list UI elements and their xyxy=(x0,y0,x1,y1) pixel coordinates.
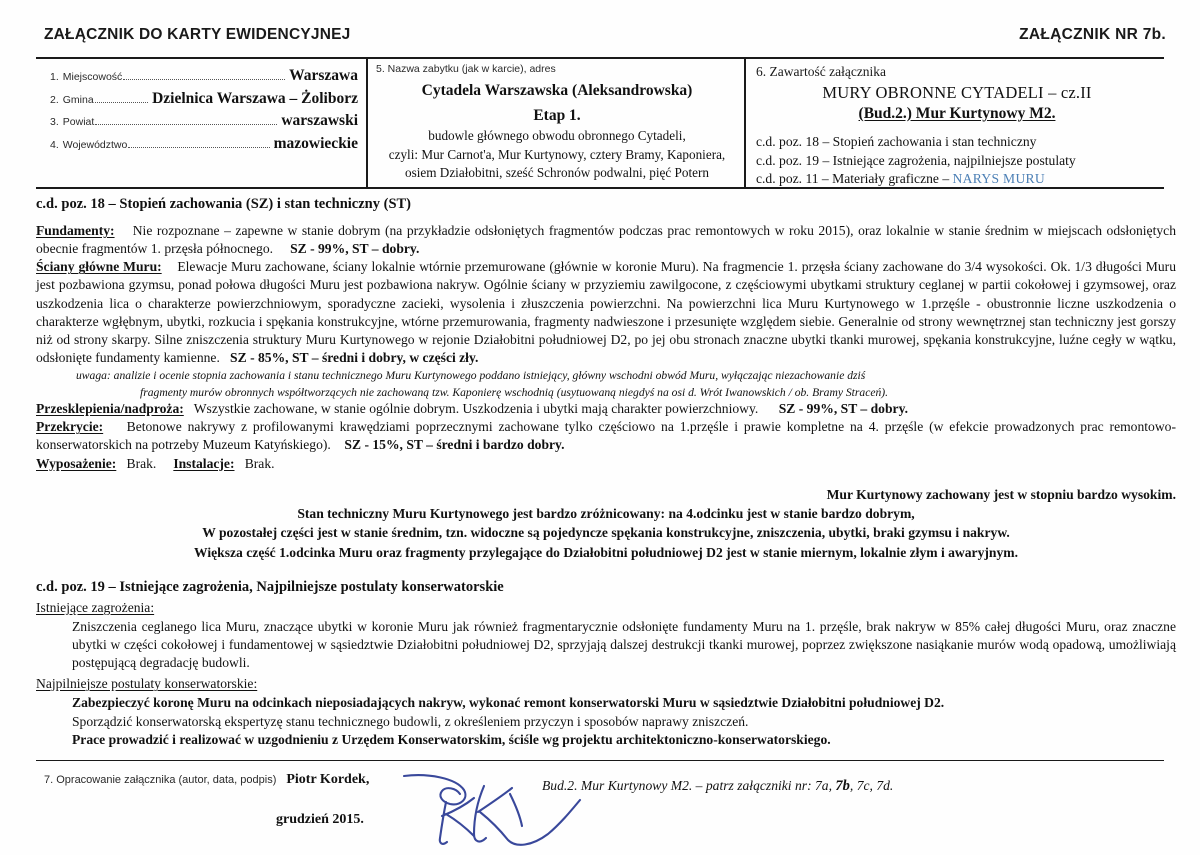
footer-author: Piotr Kordek, xyxy=(286,772,370,787)
summary-line-4: Większa część 1.odcinka Muru oraz fragmenty przylegające do Działobitni południowej D2 jest w stanie miernym, lokalnie złym i awaryjnym. xyxy=(194,544,1018,560)
identification-table xyxy=(36,57,1164,189)
text-przekrycie: Betonowe nakrywy z profilowanymi krawędziami poprzecznymi zachowane tylko częściowo na 1.przęśle i prawie kompletne na 4. przęśle (w efekcie prowadzonych prac remontowo-konserwatorskich na potrzeby Muzeum Katyńskiego). xyxy=(36,419,1176,453)
postulate-item-2: Sporządzić konserwatorską ekspertyzę stanu technicznego budowli, z określeniem przyczyn i sposobów naprawy zniszczeń. xyxy=(72,713,749,729)
paragraph-przesklepienia xyxy=(36,400,1176,418)
footer-divider xyxy=(36,760,1164,761)
location-name-1: Miejscowość xyxy=(62,71,123,83)
footer-date: grudzień 2015. xyxy=(276,812,364,827)
attachment-content-cell xyxy=(744,59,1164,187)
postulate-item-3: Prace prowadzić i realizować w uzgodnieniu z Urzędem Konserwatorskim, ściśle wg projektu architektoniczno-konserwatorskiego. xyxy=(72,731,831,747)
label-przekrycie: Przekrycie: xyxy=(36,419,104,435)
location-label-4: 4. xyxy=(50,138,59,151)
document-body xyxy=(36,196,1176,749)
dot-leader xyxy=(128,147,269,148)
text-fundamenty: Nie rozpoznane – zapewne w stanie dobrym (na przykładzie odsłoniętych fragmentów podczas prac remontowych w roku 2015), oraz lokalnie w stanie średnim w miejscach odsłoniętych obecnie fragmentów 1. przęsła północnego. xyxy=(36,223,1176,257)
location-cell xyxy=(36,59,366,187)
label-sciany: Ściany główne Muru: xyxy=(36,259,162,275)
paragraph-przekrycie xyxy=(36,418,1176,454)
content-title-line1: MURY OBRONNE CYTADELI – cz.II xyxy=(822,82,1092,102)
monument-title-line1: Cytadela Warszawska (Aleksandrowska) xyxy=(421,82,693,100)
rating-sciany: SZ - 85%, ST – średni i dobry, w części zły. xyxy=(230,349,479,365)
location-row-1 xyxy=(50,67,358,85)
location-row-3 xyxy=(50,112,358,130)
content-item-2: c.d. poz. 19 – Istniejące zagrożenia, najpilniejsze postulaty xyxy=(756,152,1076,168)
content-title-underline: (Bud.2.) Mur Kurtynowy M2. xyxy=(858,104,1056,122)
section-19 xyxy=(36,579,1176,749)
footer-label: 7. Opracowanie załącznika (autor, data, podpis) xyxy=(44,774,277,786)
dot-leader xyxy=(95,124,277,125)
rating-fundamenty: SZ - 99%, ST – dobry. xyxy=(290,241,420,257)
content-item-3-text: c.d. poz. 11 – Materiały graficzne – xyxy=(756,171,953,187)
section-19-heading: c.d. poz. 19 – Istniejące zagrożenia, Najpilniejsze postulaty konserwatorskie xyxy=(36,578,504,595)
location-value-2: Dzielnica Warszawa – Żoliborz xyxy=(152,89,358,107)
location-value-3: warszawski xyxy=(281,112,358,129)
label-wyposazenie: Wyposażenie: xyxy=(36,455,117,471)
note-sciany-line1: uwaga: analizie i ocenie stopnia zachowania i stanu technicznego Muru Kurtynowego poddano istniejący, główny wschodni obwód Muru, wyłączając niezachowanie dziś xyxy=(76,369,866,383)
summary-line-1: Mur Kurtynowy zachowany jest w stopniu bardzo wysokim. xyxy=(826,486,1176,502)
location-label-1: 1. xyxy=(50,71,59,83)
value-wyposazenie: Brak. xyxy=(126,455,157,471)
label-fundamenty: Fundamenty: xyxy=(36,223,115,238)
paragraph-fundamenty xyxy=(36,222,1176,258)
monument-subtitle-line1: budowle głównego obwodu obronnego Cytadeli, xyxy=(428,127,686,143)
location-value-1: Warszawa xyxy=(289,67,358,84)
header-right-title: ZAŁĄCZNIK NR 7b. xyxy=(1019,26,1166,43)
label-instalacje: Instalacje: xyxy=(173,455,235,471)
value-instalacje: Brak. xyxy=(244,455,275,471)
document-footer xyxy=(44,772,1174,828)
header-left-title: ZAŁĄCZNIK DO KARTY EWIDENCYJNEJ xyxy=(44,26,351,43)
location-name-2: Gmina xyxy=(62,93,94,106)
summary-line-3: W pozostałej części jest w stanie średnim, tzn. widoczne są pojedyncze spękania konstrukcyjne, zniszczenia, ubytki, braki gzymsu i nakryw. xyxy=(202,525,1010,541)
paragraph-wyposazenie-instalacje xyxy=(36,455,1176,473)
text-przesklepienia: Wszystkie zachowane, w stanie ogólnie dobrym. Uszkodzenia i ubytki mają charakter powierzchniowy. xyxy=(193,401,759,417)
narys-muru-link: NARYS MURU xyxy=(952,171,1046,187)
rating-przekrycie: SZ - 15%, ST – średni i bardzo dobry. xyxy=(344,437,565,453)
footer-reference-prefix: Bud.2. Mur Kurtynowy M2. – patrz załączniki nr: 7a, xyxy=(542,778,836,793)
location-name-3: Powiat xyxy=(62,116,95,128)
monument-subtitle-line2: czyli: Mur Carnot'a, Mur Kurtynowy, cztery Bramy, Kaponiera, xyxy=(388,146,726,162)
location-row-2 xyxy=(50,90,358,108)
content-item-1: c.d. poz. 18 – Stopień zachowania i stan techniczny xyxy=(756,134,1037,150)
monument-name-cell xyxy=(366,59,744,187)
section-18-heading: c.d. poz. 18 – Stopień zachowania (SZ) i stan techniczny (ST) xyxy=(36,196,412,212)
dot-leader xyxy=(123,79,285,80)
location-label-3: 3. xyxy=(50,116,59,128)
postulate-item-1: Zabezpieczyć koronę Muru na odcinkach nieposiadających nakryw, wykonać remont konserwatorski Muru w sąsiedztwie Działobitni południowej D2. xyxy=(72,695,945,711)
document-header xyxy=(44,26,1166,44)
threats-heading: Istniejące zagrożenia: xyxy=(36,599,155,615)
monument-field-label: 5. Nazwa zabytku (jak w karcie), adres xyxy=(376,63,556,75)
footer-reference xyxy=(542,778,893,795)
threats-paragraph: Zniszczenia ceglanego lica Muru, znaczące ubytki w koronie Muru jak również fragmentarycznie odsłonięte fundamenty Muru na 1. przęśle, brak nakryw w 85% całej długości Muru, oraz znaczne ubytki w części cokołowej i fundamentowej w sąsiedztwie Działobitni południowej D2, sprzyjają dalszej destrukcji tkanki murowej, poprzez zwiększone nasiąkanie murów wodą opadową, umożliwiają postępującą degradację budowli. xyxy=(72,618,1176,671)
note-sciany-line2: fragmenty murów obronnych współtworzących nie zachowaną tzw. Kaponierę wschodnią (usytuowaną niegdyś na osi d. Wrót Iwanowskich / ob. Bramy Straceń). xyxy=(140,385,889,399)
content-items xyxy=(756,133,1158,189)
section-18-summary xyxy=(36,485,1176,562)
content-field-label: 6. Zawartość załącznika xyxy=(756,64,887,79)
paragraph-sciany xyxy=(36,258,1176,367)
footer-reference-suffix: , 7c, 7d. xyxy=(849,778,894,793)
location-label-2: 2. xyxy=(50,93,59,106)
content-item-3 xyxy=(756,170,1158,189)
summary-line-2: Stan techniczny Muru Kurtynowego jest bardzo zróżnicowany: na 4.odcinku jest w stanie bardzo dobrym, xyxy=(297,506,915,522)
monument-subtitle-line3: osiem Działobitni, sześć Schronów podwalni, pięć Potern xyxy=(405,165,709,181)
text-sciany: Elewacje Muru zachowane, ściany lokalnie wtórnie przemurowane (głównie w koronie Muru). Na fragmencie 1. przęsła ściany zachowane do 3/4 wysokości. Ok. 1/3 długości Muru jest pozbawiona gzymsu, ponad połowa długości Muru jest pozbawiona nakryw. Ogólnie ściany w przyziemiu zawilgocone, z częściowymi ubytkami struktury ceglanej w partii cokołowej i gzymsowej, oraz uszkodzenia lica o charakterze powierzchniowym, sporadyczne zacieki, wysolenia i złuszczenia powierzchni. Na powierzchni lica Muru Kurtynowego w 1.przęśle - obustronnie liczne uszkodzenia o charakterze wgłębnym, ubytki, rozkucia i spękania konstrukcyjne, wtórne przemurowania, fragmenty nadwieszone i przesunięte względem siebie. Generalnie od strony wewnętrznej stan techniczny jest gorszy niż od strony skarpy. Silne zniszczenia struktury Muru Kurtynowego w rejonie Działobitni południowej D2, po jej obu stronach znaczne ubytki tkanki murowej, spękania konstrukcyjne, luźne cegły w wątku, odsłonięte fundamenty kamienne. xyxy=(36,259,1176,365)
dot-leader xyxy=(95,102,148,103)
rating-przesklepienia: SZ - 99%, ST – dobry. xyxy=(778,401,909,417)
location-name-4: Województwo xyxy=(62,138,128,151)
label-przesklepienia: Przesklepienia/nadproża: xyxy=(36,401,184,417)
location-value-4: mazowieckie xyxy=(273,134,358,152)
location-row-4 xyxy=(50,135,358,153)
monument-title-line2: Etap 1. xyxy=(533,106,581,124)
postulates-heading: Najpilniejsze postulaty konserwatorskie: xyxy=(36,676,258,692)
footer-reference-current: 7b xyxy=(835,778,850,794)
content-title-line2 xyxy=(756,104,1158,124)
